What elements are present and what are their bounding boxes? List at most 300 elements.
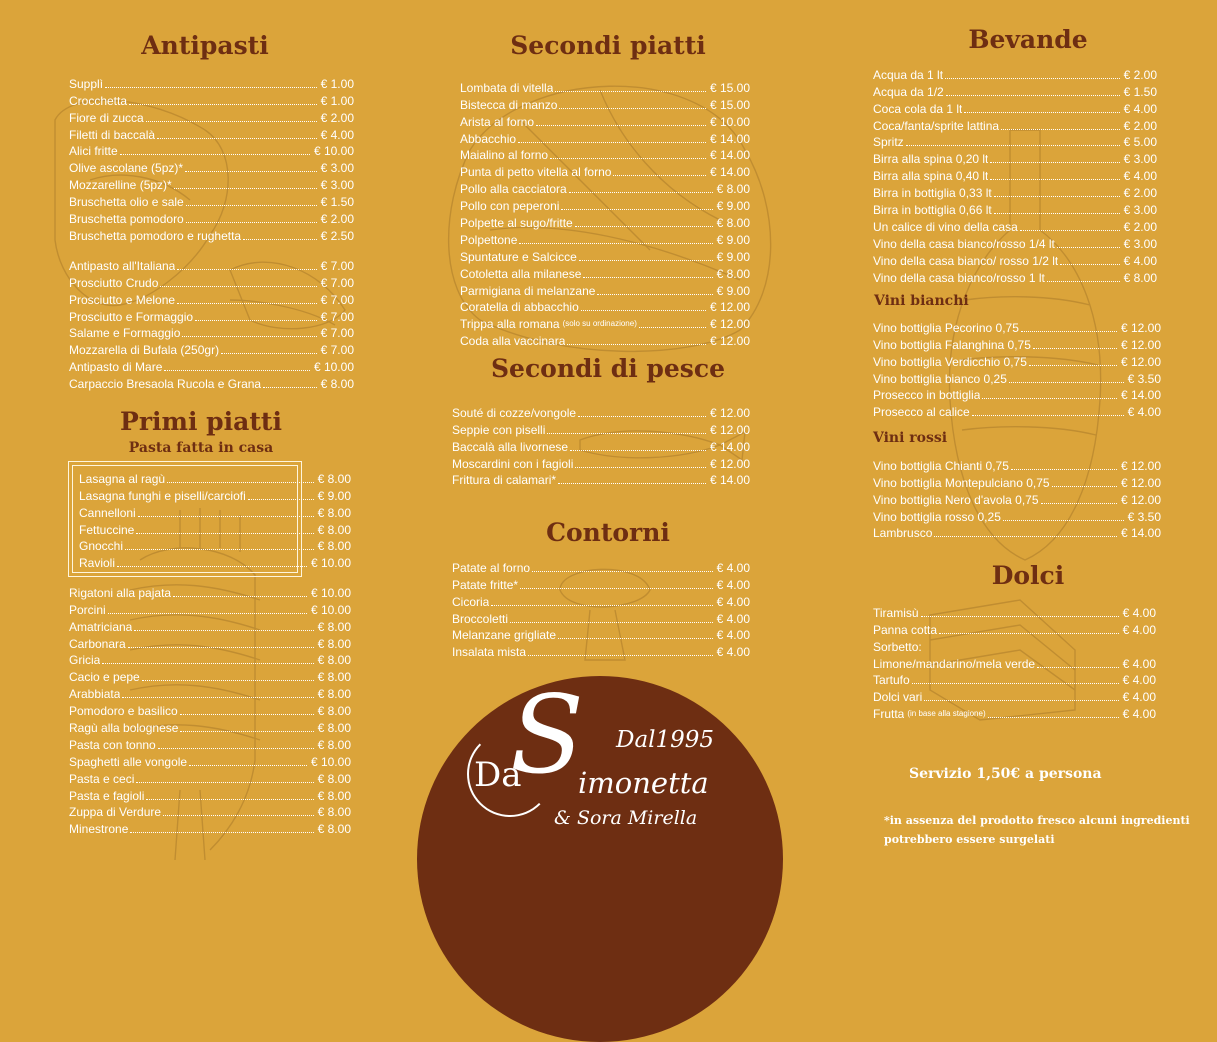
- menu-item-price: € 2.00: [1123, 67, 1157, 82]
- menu-item: [460, 179, 750, 196]
- menu-item: [460, 281, 750, 298]
- menu-item: [452, 575, 750, 592]
- menu-item-name: Lasagna al ragù: [79, 471, 166, 486]
- menu-item-name: Zuppa di Verdure: [69, 805, 162, 820]
- menu-item: [69, 701, 351, 718]
- menu-item-name: Spritz: [873, 135, 904, 150]
- dot-leader: [990, 179, 1119, 180]
- menu-item-price: € 4.00: [716, 577, 750, 592]
- menu-item-price: € 10.00: [310, 556, 351, 571]
- menu-item-price: € 2.50: [320, 228, 354, 243]
- menu-item-name: Vino bottiglia bianco 0,25: [873, 371, 1007, 386]
- dot-leader: [185, 171, 317, 172]
- menu-item: [79, 553, 351, 570]
- dot-leader: [243, 239, 317, 240]
- logo-name: imonetta: [578, 766, 709, 800]
- dot-leader: [1009, 382, 1124, 383]
- dot-leader: [189, 765, 307, 766]
- menu-item-price: € 8.00: [317, 619, 351, 634]
- menu-item-name: Spaghetti alle vongole: [69, 754, 188, 769]
- menu-item-price: € 10.00: [310, 585, 351, 600]
- dot-leader: [177, 303, 317, 304]
- secondi-list: [460, 78, 750, 348]
- dot-leader: [575, 467, 706, 468]
- dot-leader: [177, 269, 316, 270]
- menu-item-name: Coda alla vaccinara: [460, 334, 566, 349]
- dot-leader: [263, 387, 317, 388]
- menu-item-name: Carpaccio Bresaola Rucola e Grana: [69, 377, 262, 392]
- menu-item-price: € 8.00: [317, 822, 351, 837]
- dot-leader: [186, 222, 317, 223]
- dot-leader: [994, 196, 1120, 197]
- menu-item-name: Pollo con peperoni: [460, 199, 560, 214]
- dot-leader: [575, 226, 713, 227]
- menu-item-price: € 4.00: [1122, 673, 1156, 688]
- menu-item-price: € 8.00: [317, 737, 351, 752]
- menu-item-name: Olive ascolane (5pz)*: [69, 161, 184, 176]
- menu-item-price: € 10.00: [310, 602, 351, 617]
- menu-item-name: Vino bottiglia Nero d'avola 0,75: [873, 492, 1039, 507]
- menu-item-name: Seppie con piselli: [452, 422, 546, 437]
- menu-item-name: Pollo alla cacciatora: [460, 182, 567, 197]
- menu-item-name: Fettuccine: [79, 522, 135, 537]
- menu-item-price: € 10.00: [313, 144, 354, 159]
- menu-item: [69, 192, 354, 209]
- menu-item-price: € 14.00: [709, 165, 750, 180]
- menu-item-name: Bistecca di manzo: [460, 97, 558, 112]
- dot-leader: [1003, 520, 1124, 521]
- menu-item: [69, 125, 354, 142]
- menu-item-name: Trippa alla romana: [460, 317, 560, 332]
- dot-leader: [182, 336, 316, 337]
- dot-leader: [221, 353, 317, 354]
- vini-rossi-title: Vini rossi: [873, 430, 948, 446]
- menu-item-price: € 4.00: [320, 127, 354, 142]
- dot-leader: [613, 175, 706, 176]
- contorni-title: Contorni: [546, 518, 670, 547]
- menu-item-price: € 14.00: [709, 473, 750, 488]
- dolci-list: [873, 603, 1156, 721]
- dot-leader: [120, 154, 310, 155]
- menu-item: [460, 112, 750, 129]
- menu-item-name: Lambrusco: [873, 526, 933, 541]
- menu-item-price: € 8.00: [320, 377, 354, 392]
- menu-item-name: Moscardini con i fagioli: [452, 456, 574, 471]
- menu-item-name: Antipasto all'Italiana: [69, 258, 176, 273]
- dot-leader: [558, 483, 706, 484]
- menu-item-price: € 8.00: [317, 687, 351, 702]
- menu-item: [69, 175, 354, 192]
- menu-item-name: Supplì: [69, 76, 104, 91]
- dot-leader: [174, 188, 317, 189]
- menu-item-name: Vino bottiglia rosso 0,25: [873, 509, 1001, 524]
- dot-leader: [583, 277, 712, 278]
- dot-leader: [934, 536, 1117, 537]
- menu-item: [452, 403, 750, 420]
- service-charge: Servizio 1,50€ a persona: [909, 766, 1102, 782]
- menu-item: [69, 290, 354, 307]
- menu-item: [69, 600, 351, 617]
- dot-leader: [1041, 503, 1117, 504]
- menu-item-name: Crocchetta: [69, 93, 128, 108]
- menu-item-name: Polpettone: [460, 232, 518, 247]
- menu-item-price: € 8.00: [317, 788, 351, 803]
- menu-item: [69, 786, 351, 803]
- primi-subtitle: Pasta fatta in casa: [128, 440, 274, 456]
- menu-item-name: Prosciutto Crudo: [69, 275, 159, 290]
- menu-item: [460, 247, 750, 264]
- menu-item: [69, 142, 354, 159]
- dot-leader: [105, 87, 317, 88]
- dot-leader: [946, 95, 1120, 96]
- dot-leader: [1029, 365, 1117, 366]
- menu-item-price: € 15.00: [709, 80, 750, 95]
- menu-item-price: € 12.00: [1120, 458, 1161, 473]
- menu-item-name: Lasagna funghi e piselli/carciofi: [79, 488, 246, 503]
- menu-item-price: € 2.00: [320, 212, 354, 227]
- menu-item-price: € 7.00: [320, 275, 354, 290]
- menu-item: [873, 99, 1157, 116]
- menu-item-price: € 2.00: [1123, 118, 1157, 133]
- menu-item: [69, 273, 354, 290]
- menu-item-price: € 12.00: [1120, 475, 1161, 490]
- menu-item-name: Vino bottiglia Verdicchio 0,75: [873, 354, 1027, 369]
- menu-item-name: Gnocchi: [79, 539, 124, 554]
- menu-item-name: Coca/fanta/sprite lattina: [873, 118, 1000, 133]
- menu-item-name: Bruschetta pomodoro: [69, 212, 184, 227]
- dot-leader: [558, 638, 713, 639]
- menu-item-price: € 7.00: [320, 326, 354, 341]
- dot-leader: [520, 588, 713, 589]
- menu-item-price: € 4.00: [716, 645, 750, 660]
- menu-item-name: Birra in bottiglia 0,66 lt: [873, 203, 992, 218]
- menu-item-name: Arista al forno: [460, 114, 535, 129]
- dot-leader: [964, 112, 1119, 113]
- menu-item: [460, 129, 750, 146]
- dot-leader: [518, 142, 706, 143]
- menu-item-price: € 4.00: [1123, 101, 1157, 116]
- menu-item: [460, 264, 750, 281]
- menu-item-price: € 8.00: [317, 805, 351, 820]
- menu-item-price: € 14.00: [709, 148, 750, 163]
- frozen-note-line1: *in assenza del prodotto fresco alcuni ingredienti: [884, 814, 1190, 827]
- menu-item-name: Cacio e pepe: [69, 670, 140, 685]
- menu-item-name: Bruschetta pomodoro e rughetta: [69, 228, 242, 243]
- menu-item-price: € 7.00: [320, 258, 354, 273]
- menu-item: [69, 684, 351, 701]
- contorni-list: [452, 558, 750, 659]
- dolci-title: Dolci: [991, 561, 1065, 590]
- menu-item-price: € 7.00: [320, 309, 354, 324]
- menu-item-price: € 4.00: [1123, 169, 1157, 184]
- menu-item-price: € 14.00: [1120, 526, 1161, 541]
- dot-leader: [581, 310, 706, 311]
- bevande-title: Bevande: [968, 25, 1088, 54]
- logo-prefix: Da: [474, 755, 522, 795]
- menu-item-name: Ragù alla bolognese: [69, 721, 179, 736]
- dot-leader: [167, 482, 314, 483]
- menu-item-name: Coratella di abbacchio: [460, 300, 579, 315]
- menu-item-price: € 3.50: [1127, 509, 1161, 524]
- dot-leader: [982, 398, 1117, 399]
- dot-leader: [1052, 486, 1117, 487]
- menu-item: [873, 620, 1156, 637]
- menu-item-price: € 4.00: [1122, 605, 1156, 620]
- dot-leader: [1020, 230, 1120, 231]
- dot-leader: [164, 370, 310, 371]
- menu-item-name: Rigatoni alla pajata: [69, 585, 172, 600]
- menu-item-name: Acqua da 1/2: [873, 84, 944, 99]
- menu-item-price: € 8.00: [716, 182, 750, 197]
- menu-item-name: Maialino al forno: [460, 148, 549, 163]
- vini-bianchi-title: Vini bianchi: [874, 293, 969, 309]
- menu-item-name: Punta di petto vitella al forno: [460, 165, 612, 180]
- menu-item-name: Pasta e ceci: [69, 771, 135, 786]
- menu-item-name: Sorbetto:: [873, 639, 922, 654]
- menu-item: [452, 626, 750, 643]
- menu-item-name: Prosecco al calice: [873, 405, 970, 420]
- menu-item-name: Dolci vari: [873, 690, 923, 705]
- menu-item: [873, 149, 1157, 166]
- menu-item-price: € 12.00: [1120, 320, 1161, 335]
- dot-leader: [186, 205, 317, 206]
- dot-leader: [128, 647, 314, 648]
- menu-item: [460, 213, 750, 230]
- dot-leader: [532, 571, 713, 572]
- dot-leader: [994, 213, 1120, 214]
- dot-leader: [528, 655, 713, 656]
- menu-item-name: Tartufo: [873, 673, 910, 688]
- menu-item-price: € 8.00: [317, 721, 351, 736]
- menu-item: [460, 314, 750, 331]
- menu-item: [69, 617, 351, 634]
- menu-item: [69, 324, 354, 341]
- menu-item: [873, 116, 1157, 133]
- menu-item: [873, 386, 1161, 403]
- menu-item: [452, 471, 750, 488]
- menu-item: [452, 642, 750, 659]
- pesce-list: [452, 403, 750, 487]
- menu-item: [873, 318, 1161, 335]
- dot-leader: [567, 344, 706, 345]
- menu-item-price: € 1.50: [320, 195, 354, 210]
- menu-item-name: Souté di cozze/vongole: [452, 405, 577, 420]
- menu-item-price: € 7.00: [320, 343, 354, 358]
- menu-item: [873, 217, 1157, 234]
- menu-item-name: Un calice di vino della casa: [873, 219, 1018, 234]
- menu-item: [873, 335, 1161, 352]
- menu-item-name: Vino della casa bianco/ rosso 1/2 lt: [873, 253, 1059, 268]
- menu-item-name: Prosciutto e Melone: [69, 292, 176, 307]
- menu-item: [873, 637, 1156, 654]
- menu-item-name: Carbonara: [69, 636, 126, 651]
- menu-item: [69, 74, 354, 91]
- menu-item: [69, 374, 354, 391]
- menu-item-name: Arabbiata: [69, 687, 121, 702]
- dot-leader: [158, 748, 314, 749]
- menu-item-name: Frutta: [873, 707, 905, 722]
- menu-item-note: (in base alla stagione): [907, 709, 986, 719]
- menu-item-name: Frittura di calamari*: [452, 473, 557, 488]
- dot-leader: [1033, 348, 1117, 349]
- menu-item-price: € 10.00: [310, 754, 351, 769]
- dot-leader: [180, 714, 314, 715]
- menu-item: [69, 735, 351, 752]
- menu-item: [69, 307, 354, 324]
- menu-item-name: Parmigiana di melanzane: [460, 283, 596, 298]
- dot-leader: [180, 731, 313, 732]
- menu-item-price: € 8.00: [317, 522, 351, 537]
- menu-item-name: Baccalà alla livornese: [452, 439, 569, 454]
- dot-leader: [1001, 129, 1120, 130]
- menu-item: [460, 298, 750, 315]
- menu-item: [69, 357, 354, 374]
- menu-item-price: € 9.00: [716, 199, 750, 214]
- dot-leader: [122, 697, 313, 698]
- menu-item-name: Polpette al sugo/fritte: [460, 216, 573, 231]
- dot-leader: [972, 415, 1124, 416]
- dot-leader: [945, 78, 1120, 79]
- menu-item-price: € 3.50: [1127, 371, 1161, 386]
- menu-item-name: Spuntature e Salcicce: [460, 249, 577, 264]
- menu-item: [460, 196, 750, 213]
- dot-leader: [510, 622, 713, 623]
- menu-item-price: € 4.00: [716, 594, 750, 609]
- menu-item: [873, 82, 1157, 99]
- menu-item-price: € 4.00: [1122, 690, 1156, 705]
- menu-item-price: € 8.00: [317, 670, 351, 685]
- menu-item: [460, 331, 750, 348]
- dot-leader: [536, 125, 706, 126]
- dot-leader: [102, 663, 313, 664]
- dot-leader: [988, 717, 1119, 718]
- menu-item-name: Vino della casa bianco/rosso 1/4 lt: [873, 236, 1055, 251]
- menu-item-note: (solo su ordinazione): [562, 319, 637, 329]
- menu-item: [873, 352, 1161, 369]
- menu-item: [452, 454, 750, 471]
- menu-item: [873, 166, 1157, 183]
- menu-item-price: € 12.00: [709, 456, 750, 471]
- menu-item: [873, 687, 1156, 704]
- menu-item-name: Alici fritte: [69, 144, 118, 159]
- menu-item-price: € 1.00: [320, 76, 354, 91]
- menu-item: [69, 634, 351, 651]
- menu-item-price: € 2.00: [1123, 186, 1157, 201]
- menu-item-name: Salame e Formaggio: [69, 326, 181, 341]
- menu-item: [452, 437, 750, 454]
- dot-leader: [130, 832, 313, 833]
- menu-item-name: Ravioli: [79, 556, 116, 571]
- menu-item-price: € 12.00: [709, 317, 750, 332]
- dot-leader: [157, 138, 317, 139]
- menu-item: [452, 558, 750, 575]
- menu-item-name: Vino bottiglia Montepulciano 0,75: [873, 475, 1050, 490]
- menu-item-price: € 8.00: [317, 471, 351, 486]
- homemade-pasta-list: [79, 469, 351, 570]
- menu-item: [79, 503, 351, 520]
- dot-leader: [1047, 281, 1120, 282]
- dot-leader: [939, 633, 1119, 634]
- menu-item-price: € 8.00: [317, 636, 351, 651]
- menu-item-name: Birra alla spina 0,20 lt: [873, 152, 989, 167]
- dot-leader: [138, 516, 314, 517]
- dot-leader: [912, 683, 1119, 684]
- logo-since: Dal1995: [616, 727, 715, 753]
- vini-rossi-list: [873, 456, 1161, 540]
- menu-item-price: € 12.00: [1120, 337, 1161, 352]
- menu-item-name: Acqua da 1 lt: [873, 67, 944, 82]
- dot-leader: [117, 566, 307, 567]
- menu-item-name: Amatriciana: [69, 619, 133, 634]
- secondi-title: Secondi piatti: [510, 31, 706, 60]
- menu-item: [69, 752, 351, 769]
- menu-item-name: Vino bottiglia Chianti 0,75: [873, 458, 1009, 473]
- menu-item: [873, 183, 1157, 200]
- menu-item-price: € 4.00: [716, 628, 750, 643]
- menu-item-price: € 12.00: [1120, 492, 1161, 507]
- menu-item: [69, 803, 351, 820]
- menu-item-price: € 12.00: [1120, 354, 1161, 369]
- menu-item: [873, 200, 1157, 217]
- menu-item: [79, 486, 351, 503]
- menu-item-price: € 10.00: [709, 114, 750, 129]
- menu-item-name: Vino della casa bianco/rosso 1 lt: [873, 270, 1045, 285]
- menu-item: [873, 268, 1157, 285]
- dot-leader: [1057, 247, 1120, 248]
- dot-leader: [1060, 264, 1119, 265]
- menu-item-price: € 4.00: [1122, 656, 1156, 671]
- vini-bianchi-list: [873, 318, 1161, 419]
- menu-item-price: € 12.00: [709, 422, 750, 437]
- menu-item: [79, 537, 351, 554]
- dot-leader: [108, 613, 307, 614]
- menu-item-price: € 9.00: [716, 283, 750, 298]
- menu-item-price: € 4.00: [716, 611, 750, 626]
- menu-item-price: € 12.00: [709, 300, 750, 315]
- dot-leader: [639, 327, 706, 328]
- menu-item-price: € 4.00: [1123, 253, 1157, 268]
- menu-item: [873, 704, 1156, 721]
- menu-item: [460, 162, 750, 179]
- dot-leader: [547, 433, 706, 434]
- logo-subtitle: & Sora Mirella: [554, 807, 698, 829]
- dot-leader: [136, 782, 313, 783]
- dot-leader: [146, 799, 313, 800]
- dot-leader: [990, 162, 1119, 163]
- menu-item-name: Birra in bottiglia 0,33 lt: [873, 186, 992, 201]
- menu-item: [873, 654, 1156, 671]
- menu-item-name: Fiore di zucca: [69, 110, 144, 125]
- dot-leader: [519, 243, 712, 244]
- dot-leader: [491, 605, 712, 606]
- menu-item-name: Lombata di vitella: [460, 80, 554, 95]
- menu-item-name: Cannelloni: [79, 505, 136, 520]
- antipasti-list: [69, 74, 354, 243]
- frozen-note-line2: potrebbero essere surgelati: [884, 833, 1055, 846]
- menu-item: [873, 490, 1161, 507]
- menu-item-name: Pomodoro e basilico: [69, 704, 178, 719]
- menu-item-name: Panna cotta: [873, 622, 938, 637]
- menu-item-price: € 8.00: [317, 539, 351, 554]
- dot-leader: [559, 108, 706, 109]
- menu-item-name: Pasta con tonno: [69, 737, 156, 752]
- menu-item: [873, 402, 1161, 419]
- menu-item-price: € 4.00: [1122, 707, 1156, 722]
- menu-item: [69, 226, 354, 243]
- dot-leader: [134, 630, 313, 631]
- menu-item: [460, 230, 750, 247]
- primi-title: Primi piatti: [120, 407, 282, 436]
